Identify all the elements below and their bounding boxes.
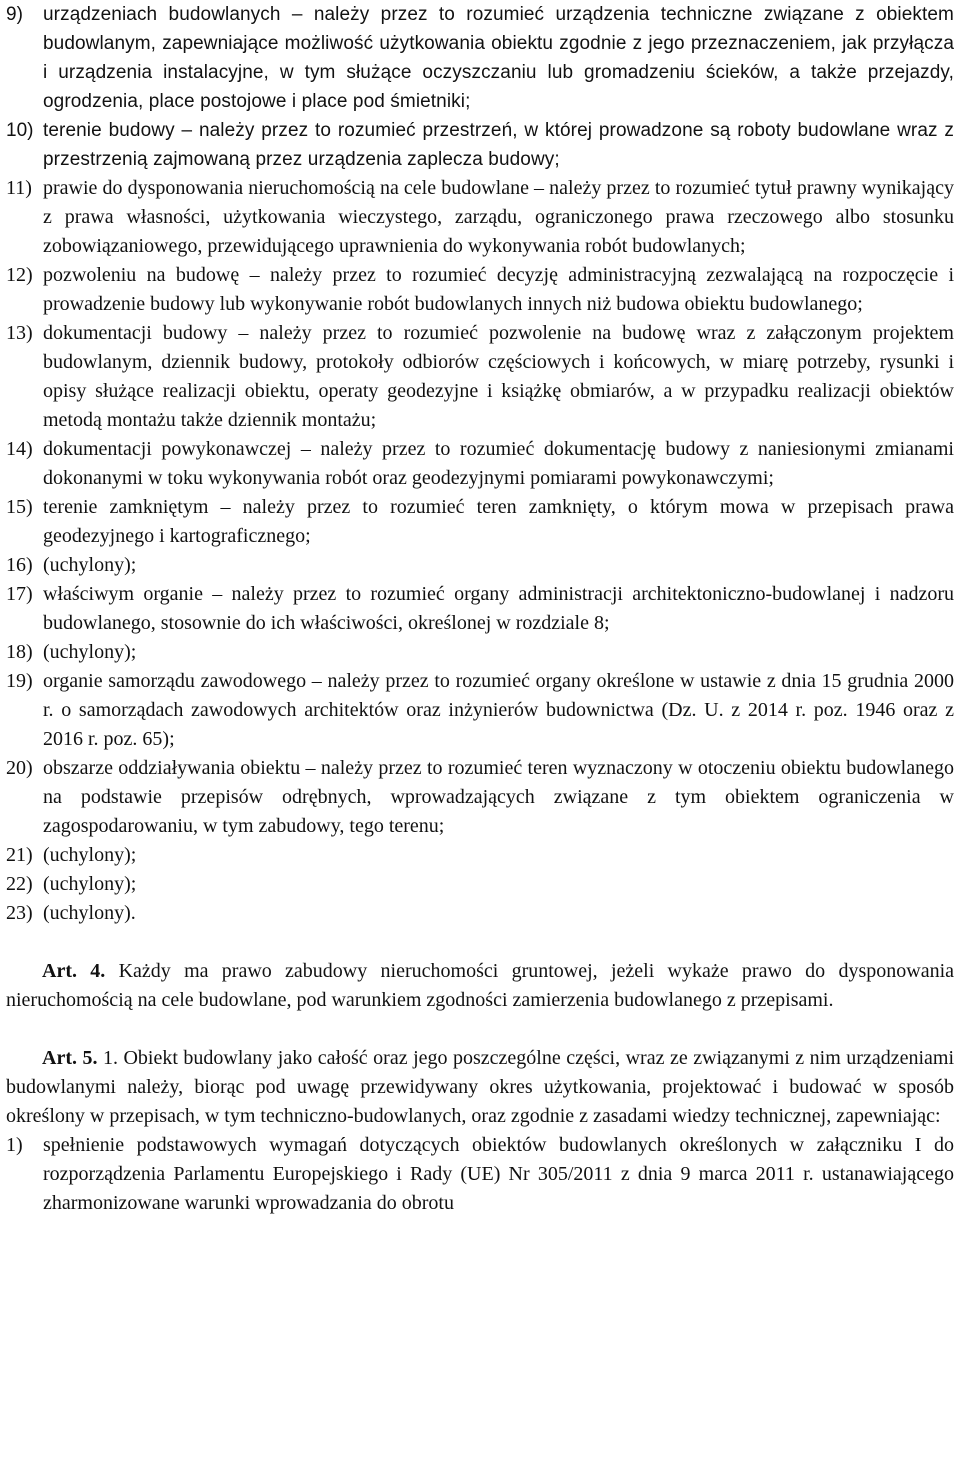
article-5	[6, 1044, 954, 1131]
list-item	[6, 899, 954, 928]
item-text: (uchylony);	[43, 844, 137, 866]
spacer	[6, 928, 954, 957]
list-item	[6, 493, 954, 551]
item-text: (uchylony);	[43, 641, 137, 663]
article-label: Art. 5.	[42, 1047, 98, 1069]
article-text: Każdy ma prawo zabudowy nieruchomości gruntowej, jeżeli wykaże prawo do dysponowania nieruchomością na cele budowlane, pod warunkiem zgodności zamierzenia budowlanego z przepisami.	[6, 960, 955, 1011]
item-text: terenie zamkniętym – należy przez to rozumieć teren zamknięty, o którym mowa w przepisach prawa geodezyjnego i kartograficznego;	[43, 496, 954, 547]
item-number: 15)	[6, 496, 33, 518]
item-number: 16)	[6, 554, 33, 576]
item-text: spełnienie podstawowych wymagań dotyczących obiektów budowlanych określonych w załączniku I do rozporządzenia Parlamentu Europejskiego i Rady (UE) Nr 305/2011 z dnia 9 marca 2011 r. ustanawiającego zharmonizowane warunki wprowadzania do obrotu	[43, 1134, 954, 1214]
item-number: 9)	[6, 4, 23, 25]
item-number: 22)	[6, 873, 33, 895]
item-text: organie samorządu zawodowego – należy przez to rozumieć organy określone w ustawie z dnia 15 grudnia 2000 r. o samorządach zawodowych architektów oraz inżynierów budownictwa (Dz. U. z 2014 r. poz. 1946 oraz z 2016 r. poz. 65);	[43, 670, 954, 750]
item-number: 13)	[6, 322, 33, 344]
item-number: 23)	[6, 902, 33, 924]
list-item	[6, 754, 954, 841]
list-item	[6, 551, 954, 580]
list-item	[6, 870, 954, 899]
list-item	[6, 580, 954, 638]
item-number: 14)	[6, 438, 33, 460]
list-item	[6, 116, 954, 174]
item-text: właściwym organie – należy przez to rozumieć organy administracji architektoniczno-budowlanej i nadzoru budowlanego, stosownie do ich właściwości, określonej w rozdziale 8;	[43, 583, 954, 634]
list-item	[6, 841, 954, 870]
item-number: 18)	[6, 641, 33, 663]
item-text: terenie budowy – należy przez to rozumieć przestrzeń, w której prowadzone są roboty budowlane wraz z przestrzenią zajmowaną przez urządzenia zaplecza budowy;	[43, 120, 954, 170]
item-text: prawie do dysponowania nieruchomością na cele budowlane – należy przez to rozumieć tytuł prawny wynikający z prawa własności, użytkowania wieczystego, zarządu, ograniczonego prawa rzeczowego albo stosunku zobowiązaniowego, przewidującego uprawnienia do wykonywania robót budowlanych;	[43, 177, 954, 257]
spacer	[6, 1015, 954, 1044]
article-4	[6, 957, 954, 1015]
item-number: 12)	[6, 264, 33, 286]
article-label: Art. 4.	[42, 960, 106, 982]
item-text: dokumentacji budowy – należy przez to rozumieć pozwolenie na budowę wraz z załączonym projektem budowlanym, dziennik budowy, protokoły odbiorów częściowych i końcowych, w miarę potrzeby, rysunki i opisy służące realizacji obiektu, operaty geodezyjne i książkę obmiarów, a w przypadku realizacji obiektów metodą montażu także dziennik montażu;	[43, 322, 954, 431]
list-item	[6, 435, 954, 493]
item-text: (uchylony).	[43, 902, 136, 924]
list-item	[6, 0, 954, 116]
list-item	[6, 319, 954, 435]
item-text: obszarze oddziaływania obiektu – należy przez to rozumieć teren wyznaczony w otoczeniu obiektu budowlanego na podstawie przepisów odrębnych, wprowadzających związane z tym obiektem ograniczenia w zagospodarowaniu, w tym zabudowy, tego terenu;	[43, 757, 954, 837]
list-item	[6, 1131, 954, 1218]
item-text: pozwoleniu na budowę – należy przez to rozumieć decyzję administracyjną zezwalającą na rozpoczęcie i prowadzenie budowy lub wykonywanie robót budowlanych innych niż budowa obiektu budowlanego;	[43, 264, 954, 315]
item-text: urządzeniach budowlanych – należy przez to rozumieć urządzenia techniczne związane z obiektem budowlanym, zapewniające możliwość użytkowania obiektu zgodnie z jego przeznaczeniem, jak przyłącza i urządzenia instalacyjne, w tym służące oczyszczaniu lub gromadzeniu ścieków, a także przejazdy, ogrodzenia, place postojowe i place pod śmietniki;	[43, 4, 954, 112]
item-text: dokumentacji powykonawczej – należy przez to rozumieć dokumentację budowy z naniesionymi zmianami dokonanymi w toku wykonywania robót oraz geodezyjnymi pomiarami powykonawczymi;	[43, 438, 954, 489]
item-number: 19)	[6, 670, 33, 692]
item-number: 11)	[6, 177, 32, 199]
list-item	[6, 261, 954, 319]
list-item	[6, 667, 954, 754]
article-text: 1. Obiekt budowlany jako całość oraz jego poszczególne części, wraz ze związanymi z nim urządzeniami budowlanymi należy, biorąc pod uwagę przewidywany okres użytkowania, projektować i budować w sposób określony w przepisach, w tym techniczno-budowlanych, oraz zgodnie z zasadami wiedzy technicznej, zapewniając:	[6, 1047, 955, 1127]
item-text: (uchylony);	[43, 554, 137, 576]
item-number: 20)	[6, 757, 33, 779]
item-number: 21)	[6, 844, 33, 866]
item-number: 1)	[6, 1134, 23, 1156]
item-number: 10)	[6, 120, 34, 141]
list-item	[6, 638, 954, 667]
item-text: (uchylony);	[43, 873, 137, 895]
item-number: 17)	[6, 583, 33, 605]
list-item	[6, 174, 954, 261]
